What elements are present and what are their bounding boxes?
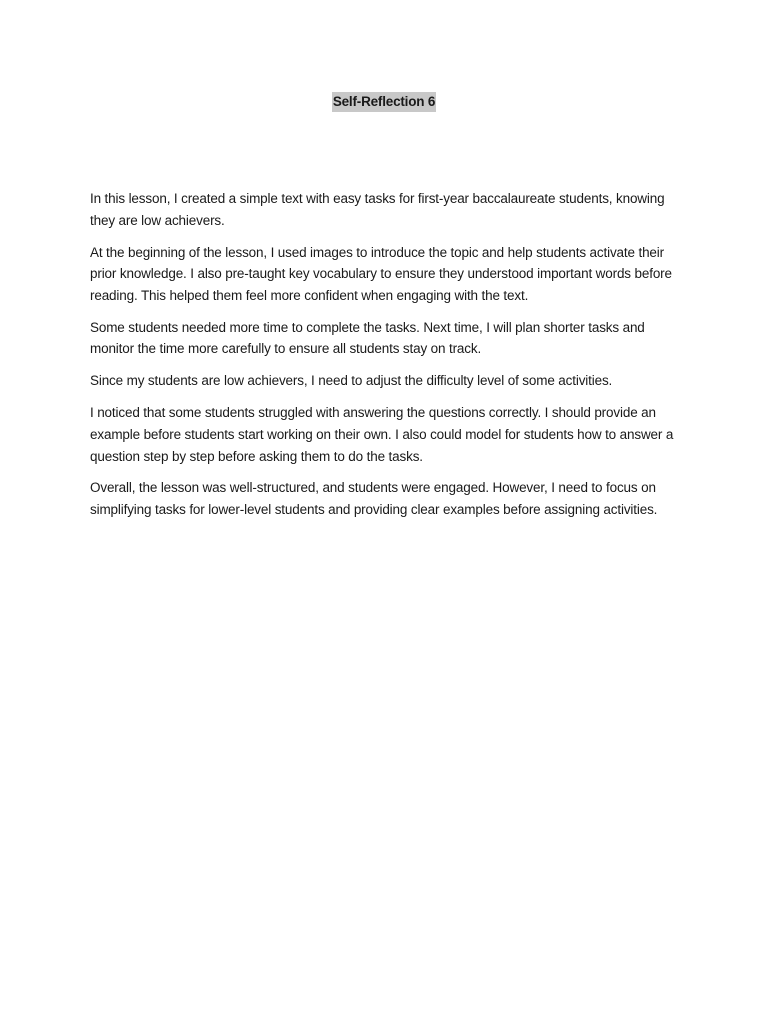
title-container [0, 92, 768, 112]
document-title: Self-Reflection 6 [332, 92, 436, 112]
paragraph-3: Some students needed more time to complete the tasks. Next time, I will plan shorter tasks and monitor the time more carefully to ensure all students stay on track. [90, 319, 645, 357]
document-body [90, 188, 680, 531]
paragraph-6: Overall, the lesson was well-structured, and students were engaged. However, I need to focus on simplifying tasks for lower-level students and providing clear examples before assigning activities. [90, 480, 658, 518]
paragraph-2: At the beginning of the lesson, I used images to introduce the topic and help students activate their prior knowledge. I also pre-taught key vocabulary to ensure they understood important words before reading. This helped them feel more confident when engaging with the text. [90, 244, 672, 303]
paragraph-4: Since my students are low achievers, I need to adjust the difficulty level of some activities. [90, 373, 613, 389]
paragraph-1: In this lesson, I created a simple text with easy tasks for first-year baccalaureate students, knowing they are low achievers. [90, 191, 665, 228]
paragraph-5: I noticed that some students struggled with answering the questions correctly. I should provide an example before students start working on their own. I also could model for students how to answer a question step by step before asking them to do the tasks. [90, 405, 674, 464]
